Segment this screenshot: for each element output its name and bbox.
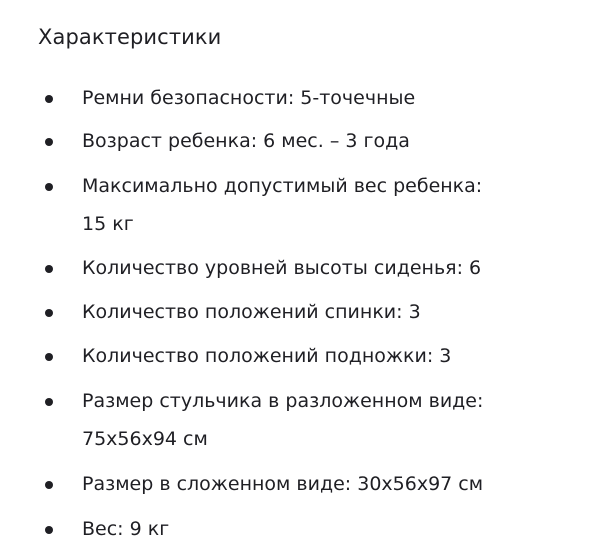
- bullet-icon: [45, 353, 53, 361]
- bullet-icon: [45, 265, 53, 273]
- spec-text: Количество уровней высоты сиденья: 6: [82, 257, 482, 279]
- bullet-icon: [45, 526, 53, 534]
- bullet-icon: [45, 183, 53, 191]
- spec-text-line-1: Размер стульчика в разложенном виде:: [82, 390, 484, 412]
- spec-text: Возраст ребенка: 6 мес. – 3 года: [82, 130, 410, 152]
- bullet-icon: [45, 309, 53, 317]
- bullet-icon: [45, 398, 53, 406]
- spec-text-line-2: 15 кг: [82, 213, 134, 235]
- bullet-icon: [45, 481, 53, 489]
- bullet-icon: [45, 95, 53, 103]
- spec-text-line-1: Максимально допустимый вес ребенка:: [82, 175, 483, 197]
- spec-text: Размер в сложенном виде: 30х56х97 см: [82, 473, 484, 495]
- spec-text: Ремни безопасности: 5-точечные: [82, 87, 416, 109]
- spec-text: Количество положений спинки: 3: [82, 301, 421, 323]
- bullet-icon: [45, 138, 53, 146]
- spec-text: Вес: 9 кг: [82, 518, 170, 540]
- spec-text-line-2: 75х56х94 см: [82, 428, 208, 450]
- section-title: Характеристики: [38, 25, 222, 49]
- spec-text: Количество положений подножки: 3: [82, 345, 452, 367]
